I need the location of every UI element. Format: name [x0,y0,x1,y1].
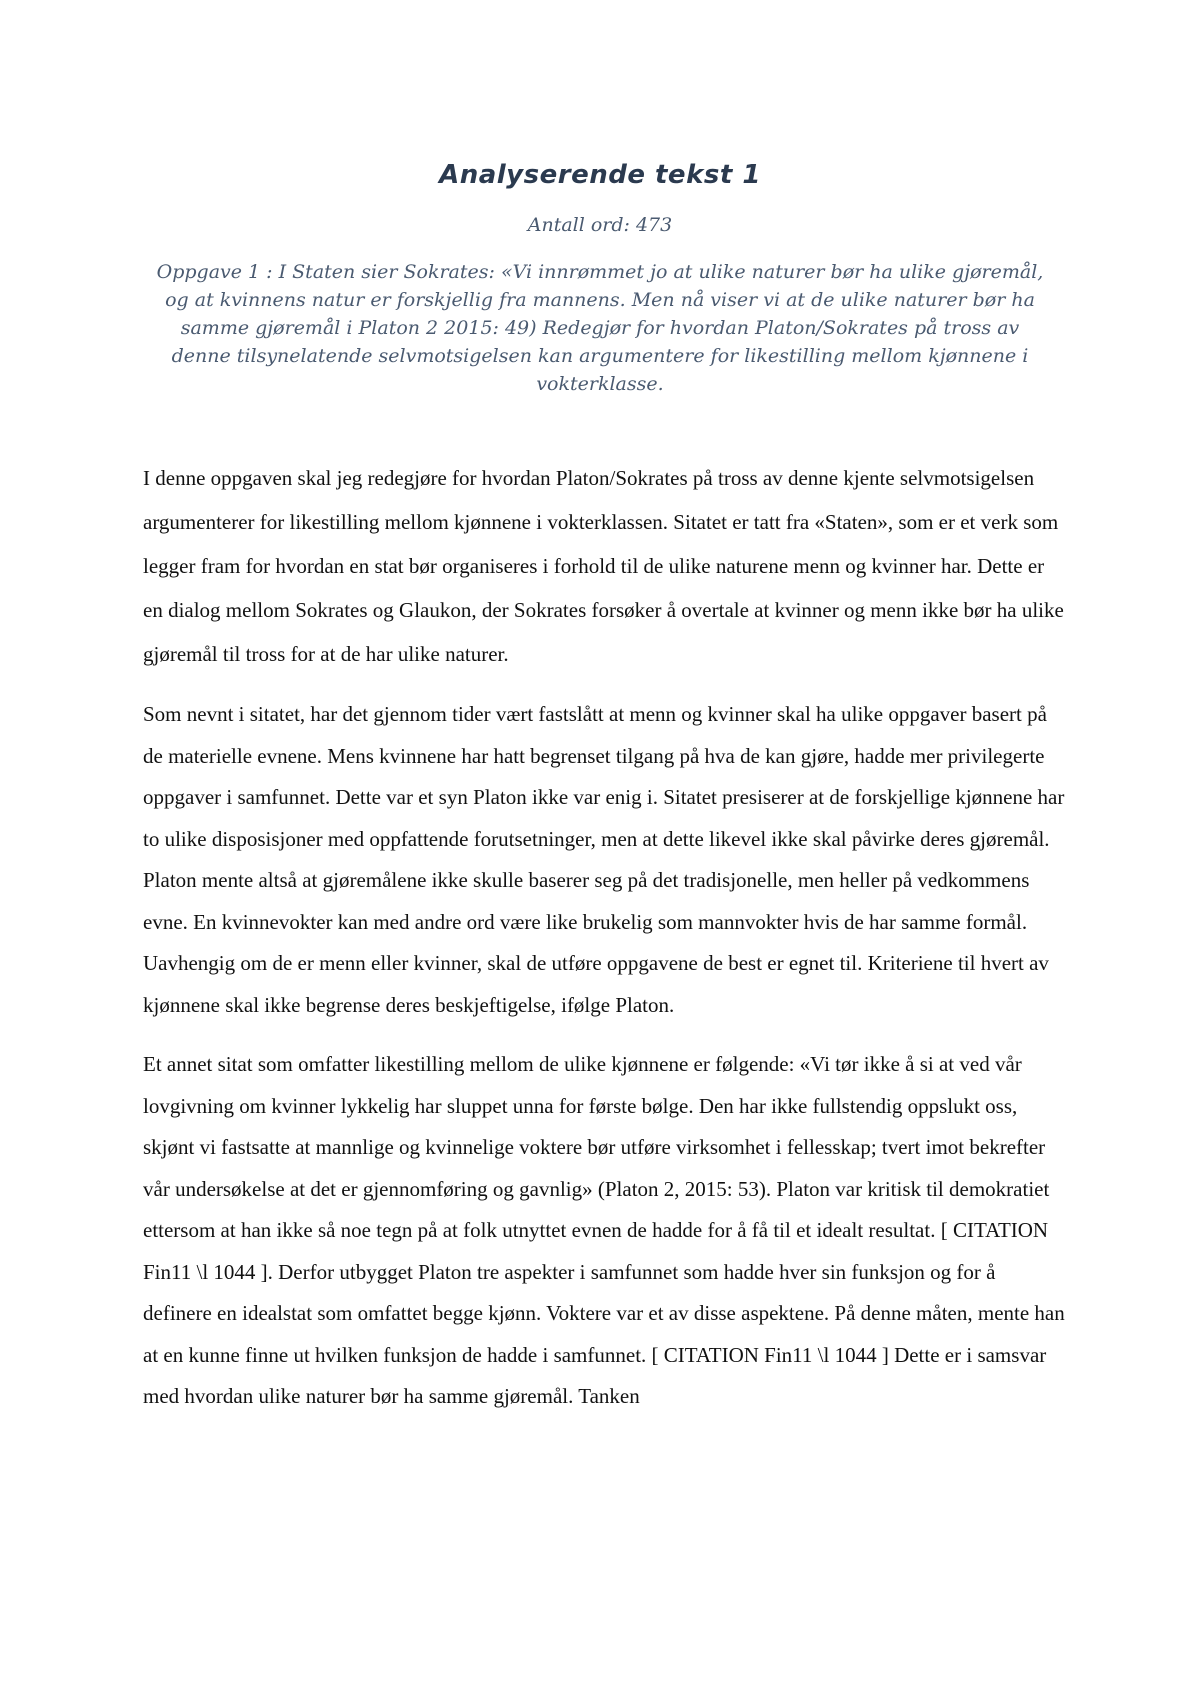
paragraph-1: I denne oppgaven skal jeg redegjøre for hvordan Platon/Sokrates på tross av denne kjente selvmotsigelsen argumenterer for likestilling mellom kjønnene i vokterklassen. Sitatet er tatt fra «Staten», som er et verk som legger fram for hvordan en stat bør organiseres i forhold til de ulike naturene menn og kvinner har. Dette er en dialog mellom Sokrates og Glaukon, der Sokrates forsøker å overtale at kvinner og menn ikke bør ha ulike gjøremål til tross for at de har ulike naturer. [143,466,1064,666]
paragraph-2: Som nevnt i sitatet, har det gjennom tider vært fastslått at menn og kvinner skal ha ulike oppgaver basert på de materielle evnene. Mens kvinnene har hatt begrenset tilgang på hva de kan gjøre, hadde mer privilegerte oppgaver i samfunnet. Dette var et syn Platon ikke var enig i. Sitatet presiserer at de forskjellige kjønnene har to ulike disposisjoner med oppfattende forutsetninger, men at dette likevel ikke skal påvirke deres gjøremål. Platon mente altså at gjøremålene ikke skulle baserer seg på det tradisjonelle, men heller på vedkommens evne. En kvinnevokter kan med andre ord være like brukelig som mannvokter hvis de har samme formål. Uavhengig om de er menn eller kvinner, skal de utføre oppgavene de best er egnet til. Kriteriene til hvert av kjønnene skal ikke begrense deres beskjeftigelse, ifølge Platon. [143,702,1065,1017]
paragraph-3: Et annet sitat som omfatter likestilling mellom de ulike kjønnene er følgende: «Vi tør ikke å si at ved vår lovgivning om kvinner lykkelig har sluppet unna for første bølge. Den har ikke fullstendig oppslukt oss, skjønt vi fastsatte at mannlige og kvinnelige voktere bør utføre virksomhet i fellesskap; tvert imot bekrefter vår undersøkelse at det er gjennomføring og gavnlig» (Platon 2, 2015: 53). Platon var kritisk til demokratiet ettersom at han ikke så noe tegn på at folk utnyttet evnen de hadde for å få til et idealt resultat. [ CITATION Fin11 \l 1044 ]. Derfor utbygget Platon tre aspekter i samfunnet som hadde hver sin funksjon og for å definere en idealstat som omfattet begge kjønn. Voktere var et av disse aspektene. På denne måten, mente han at en kunne finne ut hvilken funksjon de hadde i samfunnet. [ CITATION Fin11 \l 1044 ] Dette er i samsvar med hvordan ulike naturer bør ha samme gjøremål. Tanken [143,1052,1065,1408]
document-title: Analyserende tekst 1 [439,160,761,190]
task-description: Oppgave 1 : I Staten sier Sokrates: «Vi innrømmet jo at ulike naturer bør ha ulike gjøremål, og at kvinnens natur er forskjellig fra mannens. Men nå viser vi at de ulike naturer bør ha samme gjøremål i Platon 2 2015: 49) Redegjør for hvordan Platon/Sokrates på tross av denne tilsynelatende selvmotsigelsen kan argumentere for likestilling mellom kjønnene i vokterklasse. [156,261,1044,395]
word-count: Antall ord: 473 [527,214,673,236]
body-text [143,456,1068,1436]
